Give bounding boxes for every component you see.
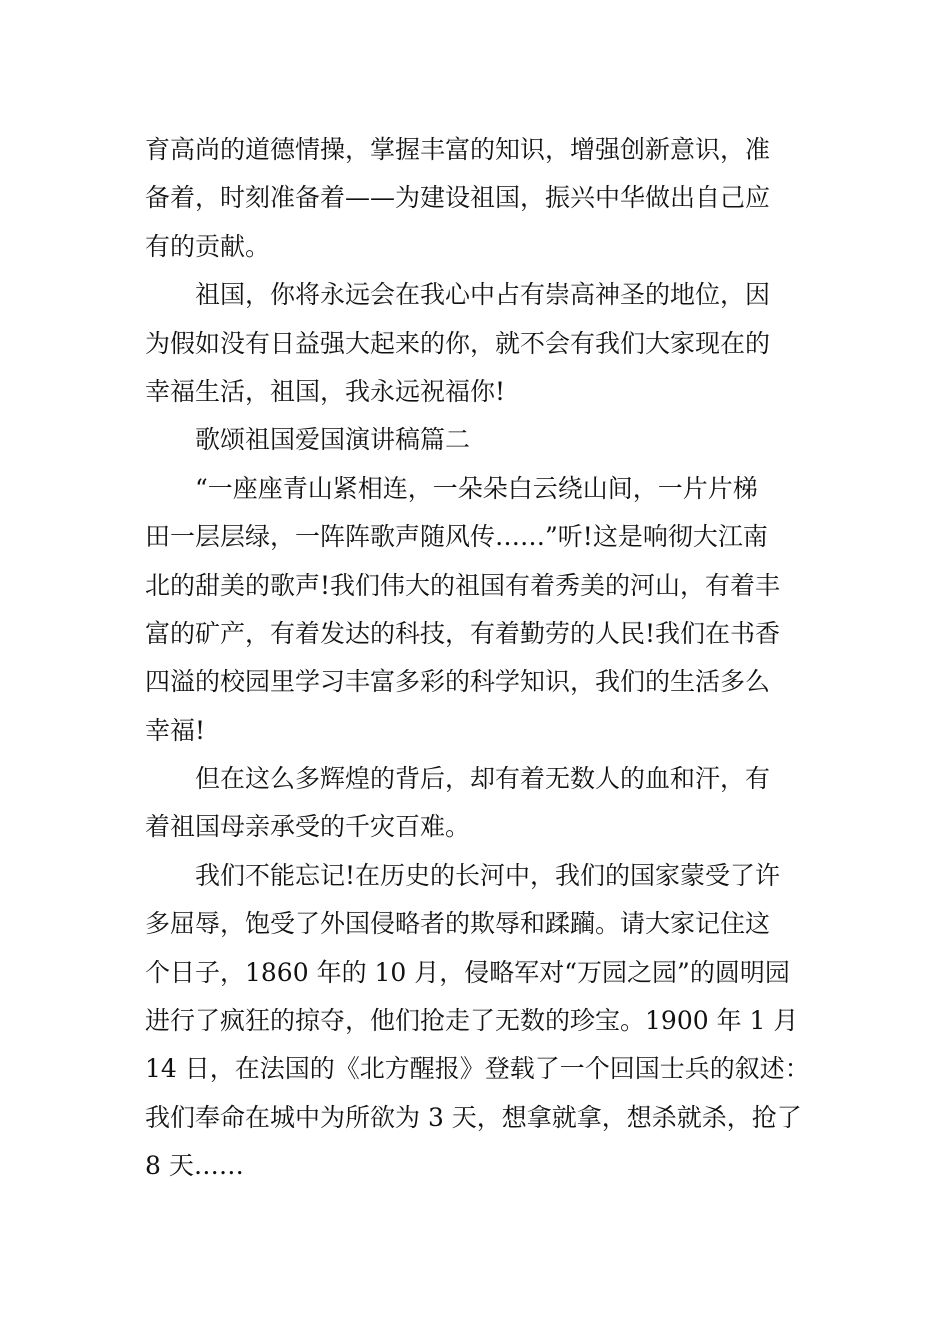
paragraph-3 bbox=[145, 465, 805, 755]
text-line: 进行了疯狂的掠夺，他们抢走了无数的珍宝。1900 年 1 月 bbox=[145, 1006, 799, 1036]
section-title: 歌颂祖国爱国演讲稿篇二 bbox=[195, 425, 471, 455]
text-line: 幸福! bbox=[145, 715, 206, 745]
text-line: “一座座青山紧相连，一朵朵白云绕山间，一片片梯 bbox=[195, 473, 758, 503]
text-line: 祖国，你将永远会在我心中占有崇高神圣的地位，因 bbox=[195, 280, 771, 310]
text-line: 但在这么多辉煌的背后，却有着无数人的血和汗，有 bbox=[195, 764, 771, 794]
document-body bbox=[145, 126, 810, 1191]
text-line: 多屈辱，饱受了外国侵略者的欺辱和蹂躏。请大家记住这 bbox=[145, 909, 771, 939]
text-line: 我们奉命在城中为所欲为 3 天，想拿就拿，想杀就杀，抢了 bbox=[145, 1102, 802, 1132]
paragraph-5 bbox=[145, 852, 810, 1191]
text-line: 四溢的校园里学习丰富多彩的科学知识，我们的生活多么 bbox=[145, 667, 771, 697]
text-line: 着祖国母亲承受的千灾百难。 bbox=[145, 812, 471, 842]
text-line: 有的贡献。 bbox=[145, 231, 271, 261]
text-line: 田一层层绿，一阵阵歌声随风传……”听!这是响彻大江南 bbox=[145, 522, 768, 552]
text-line: 为假如没有日益强大起来的你，就不会有我们大家现在的 bbox=[145, 328, 771, 358]
text-line: 个日子，1860 年的 10 月，侵略军对“万园之园”的圆明园 bbox=[145, 957, 790, 987]
text-line: 14 日，在法国的《北方醒报》登载了一个回国士兵的叙述： bbox=[145, 1054, 810, 1084]
paragraph-4 bbox=[145, 755, 805, 852]
paragraph-1 bbox=[145, 126, 805, 271]
text-line: 备着，时刻准备着——为建设祖国，振兴中华做出自己应 bbox=[145, 183, 771, 213]
text-line: 8 天…… bbox=[145, 1151, 244, 1181]
text-line: 幸福生活，祖国，我永远祝福你! bbox=[145, 376, 506, 406]
section-heading bbox=[145, 416, 805, 464]
paragraph-2 bbox=[145, 271, 805, 416]
text-line: 育高尚的道德情操，掌握丰富的知识，增强创新意识，准 bbox=[145, 135, 771, 164]
text-line: 北的甜美的歌声!我们伟大的祖国有着秀美的河山，有着丰 bbox=[145, 570, 781, 600]
text-line: 我们不能忘记!在历史的长河中，我们的国家蒙受了许 bbox=[195, 860, 781, 890]
text-line: 富的矿产，有着发达的科技，有着勤劳的人民!我们在书香 bbox=[145, 618, 781, 648]
